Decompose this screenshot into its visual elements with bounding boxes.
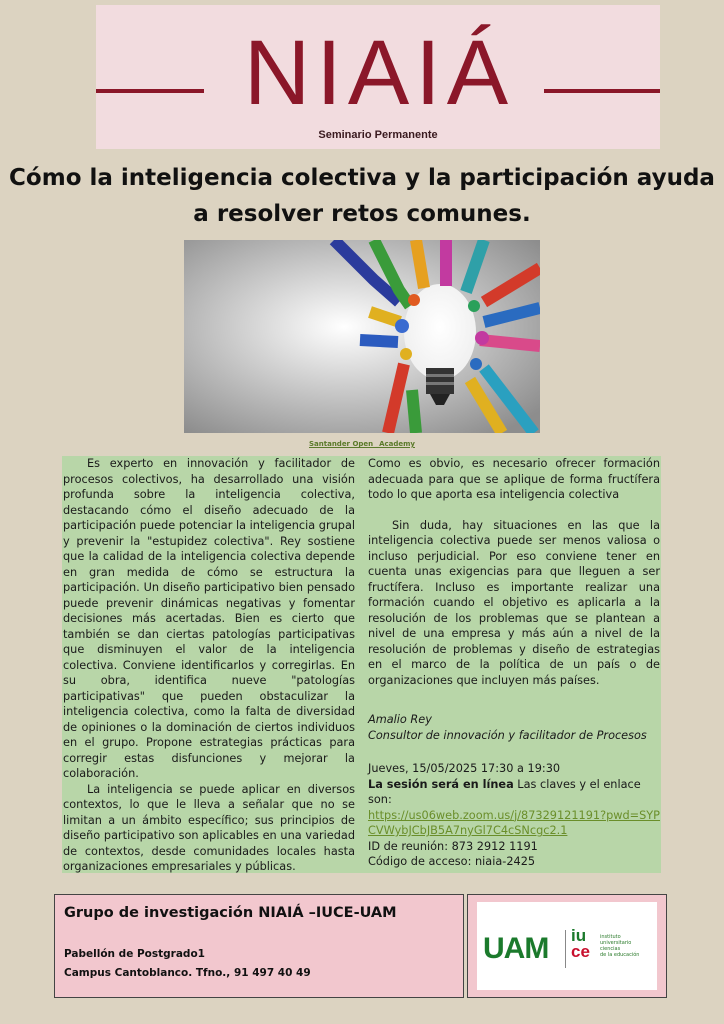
iuce-logo-ce: ce (571, 942, 590, 961)
hero-image (184, 240, 540, 433)
left-paragraph-2: La inteligencia se puede aplicar en diversos contextos, lo que le lleva a señalar que no se limitan a un ámbito específico; sus principios de diseño participativo son aplicables en una variedad de contextos, desde comunidades locales hasta organizaciones empresariales y públicas. (63, 782, 355, 873)
iuce-text-line-1: instituto (600, 934, 621, 940)
header-line-left (96, 89, 204, 93)
page-title: Cómo la inteligencia colectiva y la participación ayuda a resolver retos comunes. (9, 165, 715, 227)
session-online-label: La sesión será en línea (368, 777, 514, 791)
uam-logo: UAM (483, 932, 549, 965)
footer-group-name: Grupo de investigación NIAIÁ –IUCE-UAM (64, 905, 397, 921)
image-caption[interactable]: Santander Open _Academy (309, 440, 415, 448)
niaia-logo: NIAIÁ (243, 22, 515, 124)
session-online-text: Las claves y el enlace son: (368, 777, 641, 806)
iuce-logo-text (600, 934, 639, 958)
content-box (62, 456, 661, 873)
header-subtitle: Seminario Permanente (318, 129, 438, 141)
zoom-link-text[interactable]: https://us06web.zoom.us/j/87329121191?pwd=SYPCVWybJCbJB5A7nyGl7C4cSNcgc2.1 (368, 808, 660, 837)
iuce-text-line-3: ciencias (600, 946, 621, 952)
left-column (63, 456, 355, 875)
session-date: Jueves, 15/05/2025 17:30 a 19:30 (368, 762, 561, 775)
iuce-text-line-2: universitario (600, 940, 632, 946)
author-name: Amalio Rey (368, 713, 432, 726)
zoom-link[interactable] (368, 808, 660, 839)
footer-logo-box (467, 894, 667, 998)
iuce-logo-iu: iu (571, 926, 587, 945)
logo-divider (565, 930, 566, 968)
author-role: Consultor de innovación y facilitador de Procesos (368, 728, 647, 742)
right-paragraph-2: Sin duda, hay situaciones en las que la inteligencia colectiva puede ser menos valiosa o incluso perjudicial. Por eso conviene tener en cuenta unas exigencias para que lleguen a ser fructífera. Incluso es importante realizar una formación cuando el objetivo es aplicarla a la resolución de los problemas que se plantean a nivel de una empresa y más aún a nivel de la resolución de problemas y diseño de estrategias en el marco de la política de un país o de organizaciones que incluyen más países. (368, 518, 660, 687)
footer-address-2: Campus Cantoblanco. Tfno., 91 497 40 49 (64, 967, 311, 979)
footer-address-1: Pabellón de Postgrado1 (64, 948, 205, 960)
header-banner (96, 5, 660, 149)
left-paragraph-1: Es experto en innovación y facilitador de procesos colectivos, ha desarrollado una visión profunda sobre la inteligencia colectiva, destacando cómo el diseño adecuado de la participación puede potenciar la inteligencia grupal y prevenir la "estupidez colectiva". Rey sostiene que la calidad de la inteligencia colectiva depende en gran medida de cómo se estructura la participación. Un diseño participativo bien pensado puede prevenir dinámicas negativas y fomentar decisiones más acertadas. Bien es cierto que también se dan ciertas patologías participativas que disminuyen el valor de la inteligencia colectiva. Conviene identificarlos y corregirlas. En su obra, identifica nueve "patologías participativas" que pueden obstaculizar la inteligencia colectiva, como la falta de diversidad de opiniones o la dominación de ciertos individuos en el grupo. Propone estrategias prácticas para corregir estas disfunciones y mejorar la colaboración. (63, 457, 355, 780)
iuce-logo (571, 928, 590, 960)
footer-contact-box (54, 894, 464, 998)
access-code: Código de acceso: niaia-2425 (368, 855, 536, 868)
session-online (368, 777, 660, 808)
right-paragraph-1: Como es obvio, es necesario ofrecer formación adecuada para que se aplique de forma fructífera todo lo que aporta esa inteligencia colectiva (368, 457, 660, 501)
meeting-id: ID de reunión: 873 2912 1191 (368, 839, 538, 853)
header-line-right (544, 89, 660, 93)
uam-iuce-logo (477, 902, 657, 990)
lightbulb-hands-illustration (184, 240, 540, 433)
iuce-text-line-4: de la educación (600, 952, 640, 958)
right-column (368, 456, 660, 870)
